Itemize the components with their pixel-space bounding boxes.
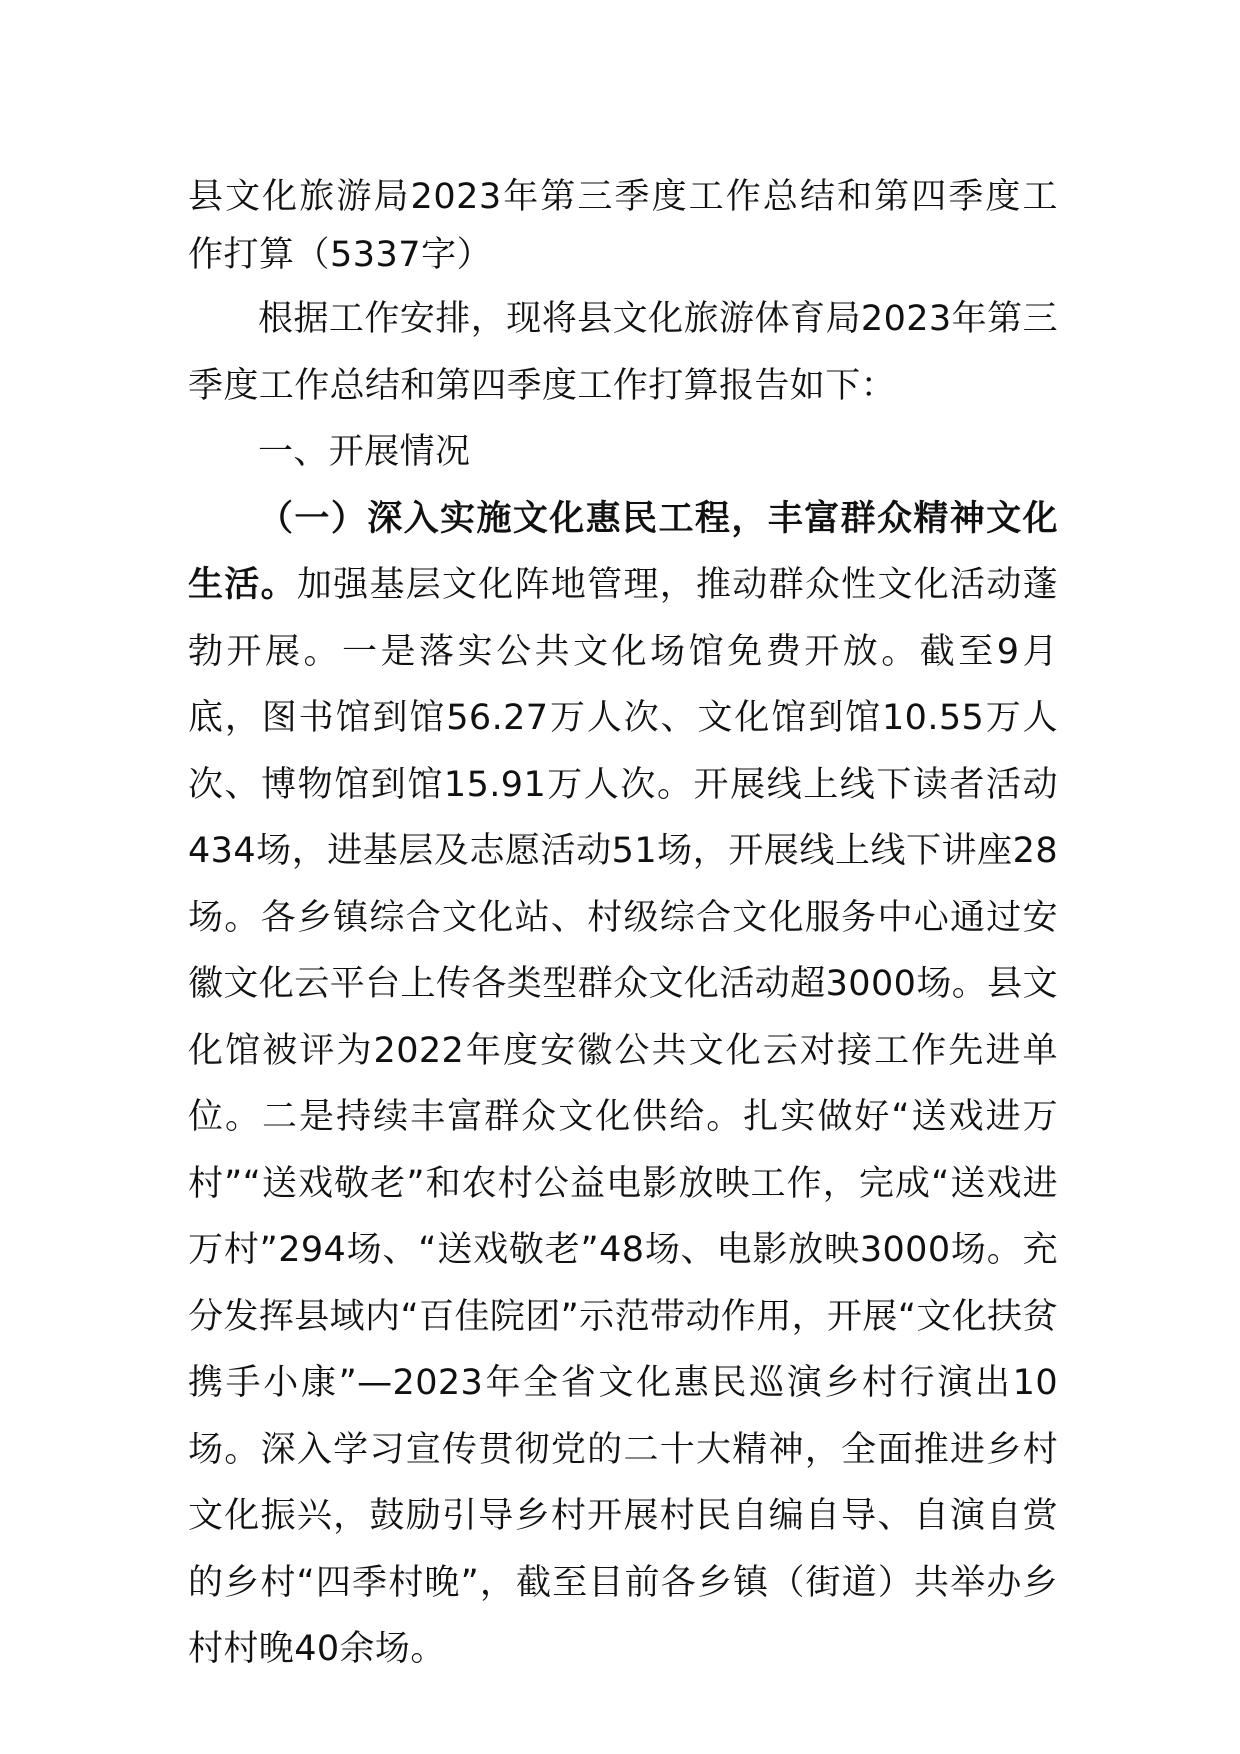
document-page: [188, 168, 1058, 1683]
intro-paragraph: 根据工作安排，现将县文化旅游体育局2023年第三季度工作总结和第四季度工作打算报告如下：: [188, 299, 1058, 406]
subsection-heading: （一）深入实施文化惠民工程，丰富群众精神文化生活。: [188, 498, 1058, 605]
document-title: 县文化旅游局2023年第三季度工作总结和第四季度工作打算（5337字）: [188, 177, 1058, 275]
subsection-body: 加强基层文化阵地管理，推动群众性文化活动蓬勃开展。一是落实公共文化场馆免费开放。截至9月底，图书馆到馆56.27万人次、文化馆到馆10.55万人次、博物馆到馆15.91万人次。开展线上线下读者活动434场，进基层及志愿活动51场，开展线上线下讲座28场。各乡镇综合文化站、村级综合文化服务中心通过安徽文化云平台上传各类型群众文化活动超3000场。县文化馆被评为2022年度安徽公共文化云对接工作先进单位。二是持续丰富群众文化供给。扎实做好“送戏进万村”“送戏敬老”和农村公益电影放映工作，完成“送戏进万村”294场、“送戏敬老”48场、电影放映3000场。充分发挥县域内“百佳院团”示范带动作用，开展“文化扶贫携手小康”—2023年全省文化惠民巡演乡村行演出10场。深入学习宣传贯彻党的二十大精神，全面推进乡村文化振兴，鼓励引导乡村开展村民自编自导、自演自赏的乡村“四季村晚”，截至目前各乡镇（街道）共举办乡村村晚40余场。: [188, 565, 1059, 1669]
subsection-paragraph: [188, 486, 1058, 1683]
section-heading: 一、开展情况: [258, 432, 471, 472]
